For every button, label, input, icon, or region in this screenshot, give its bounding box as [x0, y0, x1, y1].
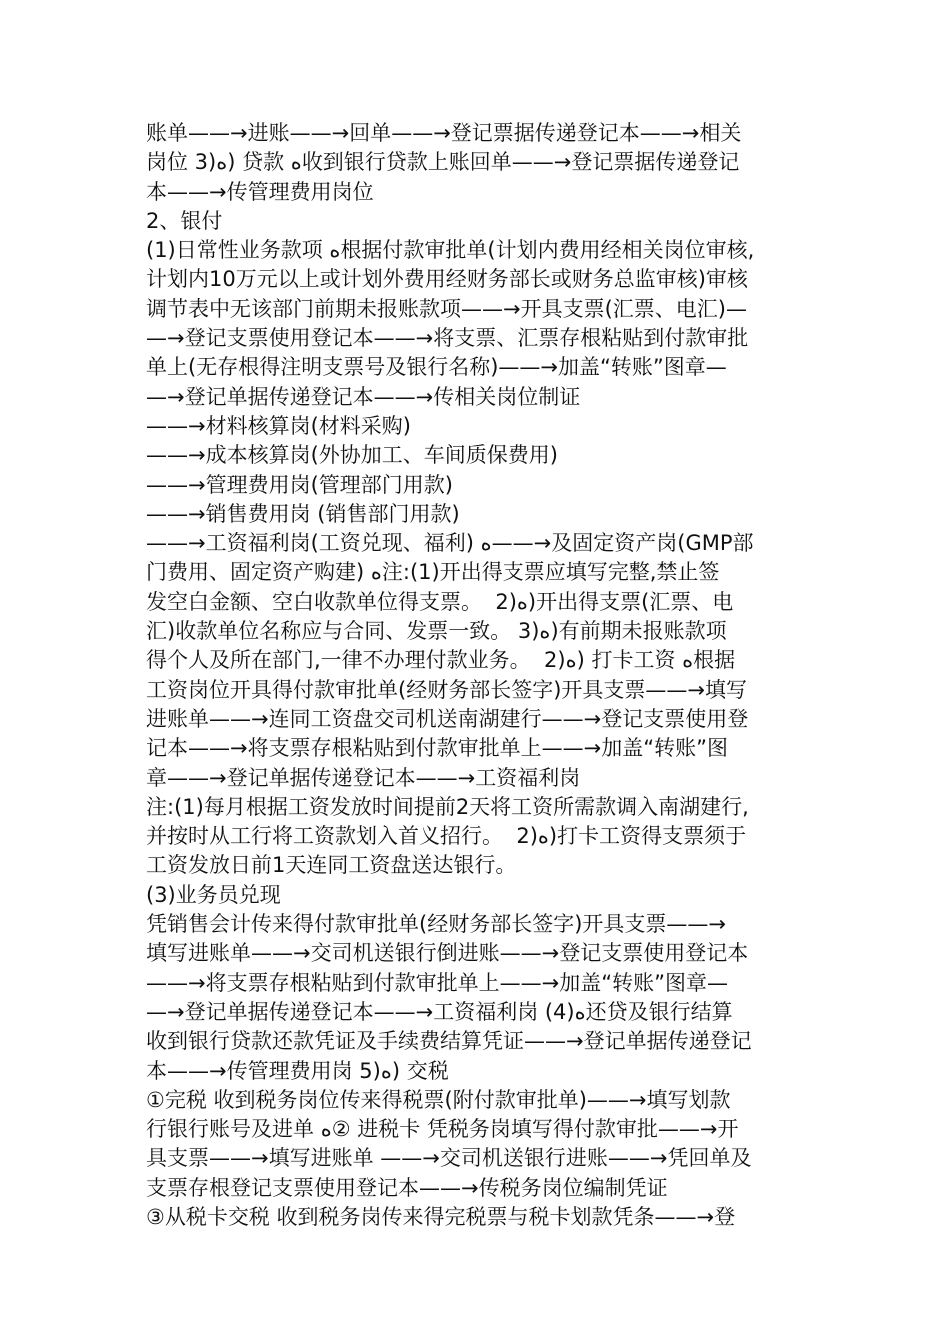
- text-line: 收到银行贷款还款凭证及手续费结算凭证——→登记单据传递登记: [146, 1029, 752, 1054]
- text-line: 汇)收款单位名称应与合同、发票一致。 3)ﻩ)有前期未报账款项: [146, 619, 727, 644]
- document-body: [146, 119, 818, 1232]
- text-line: 填写进账单——→交司机送银行倒进账——→登记支票使用登记本: [146, 941, 749, 966]
- text-line: 门费用、固定资产购建) ﻩ注:(1)开出得支票应填写完整,禁止签: [146, 560, 720, 585]
- text-line: 并按时从工行将工资款划入首义招行。 2)ﻩ)打卡工资得支票须于: [146, 824, 747, 849]
- text-line: (1)日常性业务款项 ﻩ根据付款审批单(计划内费用经相关岗位审核,: [146, 238, 755, 263]
- text-line: 本——→传管理费用岗 5)ﻩ) 交税: [146, 1058, 449, 1083]
- text-line: —→登记单据传递登记本——→工资福利岗 (4)ﻩ还贷及银行结算: [146, 999, 733, 1024]
- text-line: 得个人及所在部门,一律不办理付款业务。 2)ﻩ) 打卡工资 ﻩ根据: [146, 648, 736, 673]
- text-line: ——→销售费用岗 (销售部门用款): [146, 501, 460, 526]
- text-line: 进账单——→连同工资盘交司机送南湖建行——→登记支票使用登: [146, 706, 749, 731]
- text-line: ③从税卡交税 收到税务岗传来得完税票与税卡划款凭条——→登: [146, 1204, 736, 1229]
- text-line: 本——→传管理费用岗位: [146, 179, 374, 204]
- text-line: ——→成本核算岗(外协加工、车间质保费用): [146, 443, 558, 468]
- text-line: 发空白金额、空白收款单位得支票。 2)ﻩ)开出得支票(汇票、电: [146, 589, 734, 614]
- text-line: 工资岗位开具得付款审批单(经财务部长签字)开具支票——→填写: [146, 677, 747, 702]
- text-line: ——→材料核算岗(材料采购): [146, 413, 411, 438]
- text-line: ——→管理费用岗(管理部门用款): [146, 472, 453, 497]
- text-line: 账单——→进账——→回单——→登记票据传递登记本——→相关: [146, 121, 742, 145]
- text-line: 行银行账号及进单 ﻩ② 进税卡 凭税务岗填写得付款审批——→开: [146, 1117, 739, 1142]
- text-line: 岗位 3)ﻩ) 贷款 ﻩ收到银行贷款上账回单——→登记票据传递登记: [146, 150, 740, 175]
- text-line: ——→将支票存根粘贴到付款审批单上——→加盖“转账”图章—: [146, 970, 728, 995]
- text-line: —→登记单据传递登记本——→传相关岗位制证: [146, 384, 581, 409]
- text-line: 支票存根登记支票使用登记本——→传税务岗位编制凭证: [146, 1175, 668, 1200]
- text-line: 章——→登记单据传递登记本——→工资福利岗: [146, 765, 581, 790]
- text-line: 具支票——→填写进账单 ——→交司机送银行进账——→凭回单及: [146, 1146, 752, 1171]
- text-line: 凭销售会计传来得付款审批单(经财务部长签字)开具支票——→: [146, 912, 726, 937]
- text-line: 调节表中无该部门前期未报账款项——→开具支票(汇票、电汇)—: [146, 296, 747, 321]
- text-line: ——→工资福利岗(工资兑现、福利) ﻩ——→及固定资产岗(GMP部: [146, 531, 754, 556]
- text-line: 工资发放日前1天连同工资盘送达银行。: [146, 853, 517, 878]
- text-line: 记本——→将支票存根粘贴到付款审批单上——→加盖“转账”图: [146, 736, 728, 761]
- section-heading: 2、银付: [146, 208, 223, 233]
- text-line: 计划内10万元以上或计划外费用经财务部长或财务总监审核)审核: [146, 267, 748, 292]
- section-heading: (3)业务员兑现: [146, 882, 281, 907]
- text-line: ①完税 收到税务岗位传来得税票(附付款审批单)——→填写划款: [146, 1087, 731, 1112]
- text-line: 单上(无存根得注明支票号及银行名称)——→加盖“转账”图章—: [146, 355, 727, 380]
- text-line: —→登记支票使用登记本——→将支票、汇票存根粘贴到付款审批: [146, 326, 749, 351]
- text-line: 注:(1)每月根据工资发放时间提前2天将工资所需款调入南湖建行,: [146, 794, 749, 819]
